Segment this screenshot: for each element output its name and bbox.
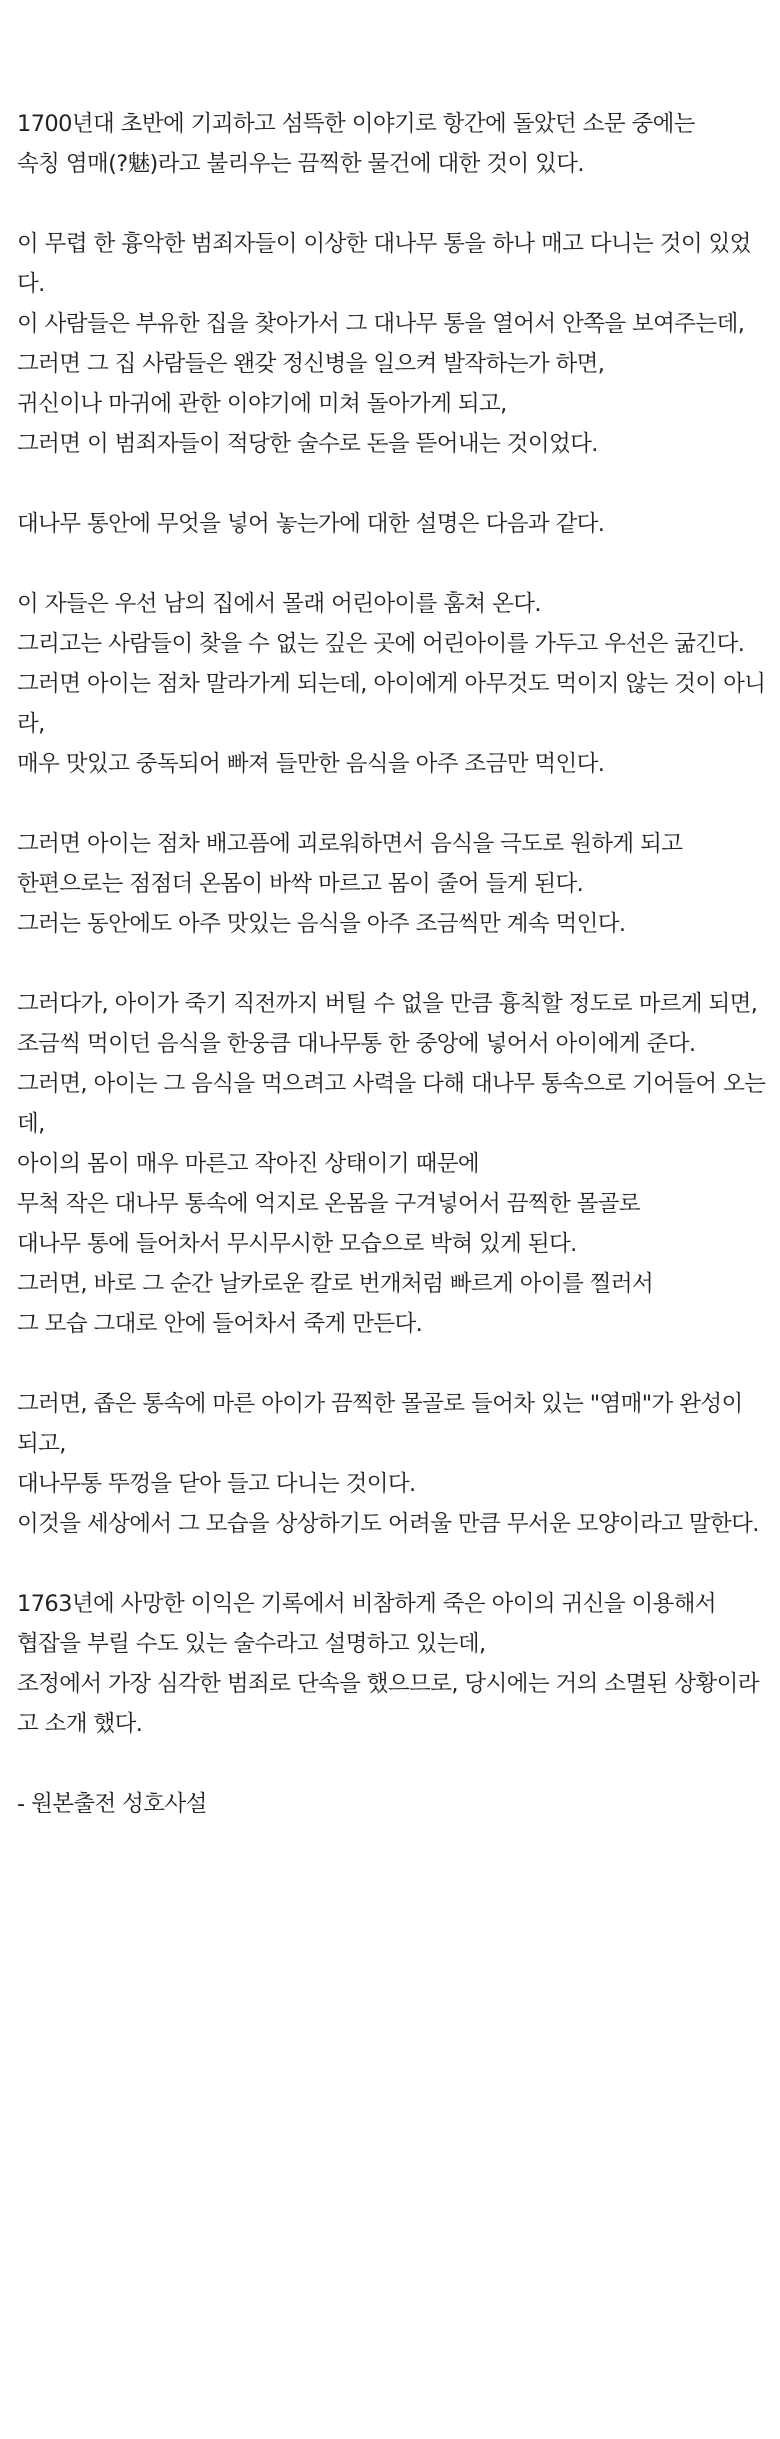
text-line: 그러는 동안에도 아주 맛있는 음식을 아주 조금씩만 계속 먹인다. — [17, 911, 626, 937]
source-citation — [17, 1784, 769, 1824]
text-line: 그러면, 좁은 통속에 마른 아이가 끔찍한 몰골로 들어차 있는 "염매"가 완성이 되고, — [17, 1391, 743, 1457]
text-line: - 원본출전 성호사설 — [17, 1791, 207, 1817]
text-line: 귀신이나 마귀에 관한 이야기에 미쳐 돌아가게 되고, — [17, 391, 507, 417]
paragraph — [17, 1384, 769, 1544]
paragraph — [17, 224, 769, 464]
paragraph — [17, 824, 769, 944]
text-line: 그 모습 그대로 안에 들어차서 죽게 만든다. — [17, 1311, 423, 1337]
text-line: 1763년에 사망한 이익은 기록에서 비참하게 죽은 아이의 귀신을 이용해서 — [17, 1591, 717, 1617]
text-line: 그러면, 바로 그 순간 날카로운 칼로 번개처럼 빠르게 아이를 찔러서 — [17, 1271, 654, 1297]
text-line: 이 무렵 한 흉악한 범죄자들이 이상한 대나무 통을 하나 매고 다니는 것이 있었다. — [17, 231, 751, 297]
text-line: 그러면 아이는 점차 배고픔에 괴로워하면서 음식을 극도로 원하게 되고 — [17, 831, 683, 857]
paragraph — [17, 584, 769, 784]
text-line: 1700년대 초반에 기괴하고 섬뜩한 이야기로 항간에 돌았던 소문 중에는 — [17, 111, 695, 137]
text-line: 대나무 통안에 무엇을 넣어 놓는가에 대한 설명은 다음과 같다. — [17, 511, 605, 537]
paragraph — [17, 1584, 769, 1744]
paragraph — [17, 504, 769, 544]
text-line: 이것을 세상에서 그 모습을 상상하기도 어려울 만큼 무서운 모양이라고 말한다. — [17, 1511, 759, 1537]
text-line: 그러면 이 범죄자들이 적당한 술수로 돈을 뜯어내는 것이었다. — [17, 431, 598, 457]
text-line: 속칭 염매(?魅)라고 불리우는 끔찍한 물건에 대한 것이 있다. — [17, 151, 584, 177]
text-line: 그러면, 아이는 그 음식을 먹으려고 사력을 다해 대나무 통속으로 기어들어 오는데, — [17, 1071, 766, 1137]
text-line: 무척 작은 대나무 통속에 억지로 온몸을 구겨넣어서 끔찍한 몰골로 — [17, 1191, 641, 1217]
text-line: 이 자들은 우선 남의 집에서 몰래 어린아이를 훔쳐 온다. — [17, 591, 541, 617]
text-line: 이 사람들은 부유한 집을 찾아가서 그 대나무 통을 열어서 안쪽을 보여주는데, — [17, 311, 745, 337]
text-line: 그리고는 사람들이 찾을 수 없는 깊은 곳에 어린아이를 가두고 우선은 굶긴다. — [17, 631, 745, 657]
article-body — [17, 104, 769, 1824]
text-line: 그러면 그 집 사람들은 왠갖 정신병을 일으켜 발작하는가 하면, — [17, 351, 605, 377]
text-line: 아이의 몸이 매우 마른고 작아진 상태이기 때문에 — [17, 1151, 480, 1177]
text-line: 대나무 통에 들어차서 무시무시한 모습으로 박혀 있게 된다. — [17, 1231, 577, 1257]
text-line: 한편으로는 점점더 온몸이 바싹 마르고 몸이 줄어 들게 된다. — [17, 871, 584, 897]
text-line: 대나무통 뚜껑을 닫아 들고 다니는 것이다. — [17, 1471, 416, 1497]
text-line: 협잡을 부릴 수도 있는 술수라고 설명하고 있는데, — [17, 1631, 486, 1657]
text-line: 조정에서 가장 심각한 범죄로 단속을 했으므로, 당시에는 거의 소멸된 상황이라고 소개 했다. — [17, 1671, 759, 1737]
text-line: 그러면 아이는 점차 말라가게 되는데, 아이에게 아무것도 먹이지 않는 것이 아니라, — [17, 671, 766, 737]
text-line: 매우 맛있고 중독되어 빠져 들만한 음식을 아주 조금만 먹인다. — [17, 751, 605, 777]
paragraph — [17, 104, 769, 184]
paragraph — [17, 984, 769, 1344]
text-line: 그러다가, 아이가 죽기 직전까지 버틸 수 없을 만큼 흉칙할 정도로 마르게 되면, — [17, 991, 758, 1017]
text-line: 조금씩 먹이던 음식을 한웅큼 대나무통 한 중앙에 넣어서 아이에게 준다. — [17, 1031, 696, 1057]
